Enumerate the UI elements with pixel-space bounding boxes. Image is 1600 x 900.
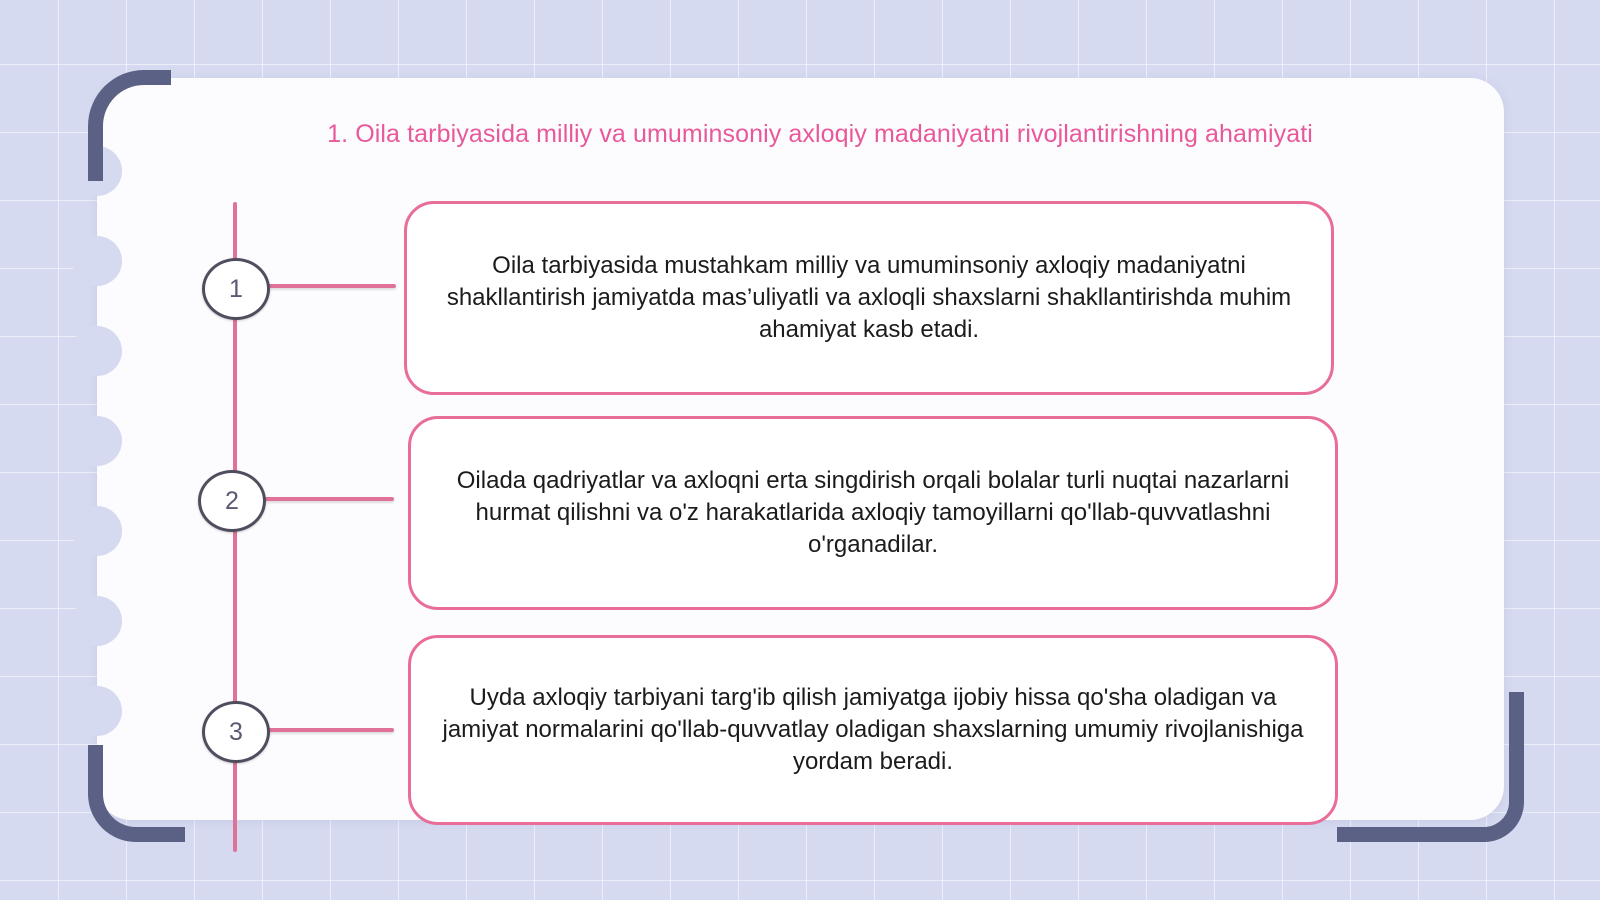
step-number-2: 2 [198,470,266,532]
step-text-3: Uyda axloqiy tarbiyani targ'ib qilish jamiyatga ijobiy hissa qo'sha oladigan va jamiyat normalarini qo'llab-quvvatlay oladigan shaxslarning umumiy rivojlanishiga yordam beradi. [442,684,1304,775]
notebook-scallop [72,506,122,556]
step-number-1: 1 [202,258,270,320]
notebook-scallop [72,326,122,376]
step-text-1: Oila tarbiyasida mustahkam milliy va umuminsoniy axloqiy madaniyatni shakllantirish jamiyatda mas’uliyatli va axloqli shaxslarni shakllantirishda muhim ahamiyat kasb etadi. [446,252,1292,343]
step-number-3: 3 [202,701,270,763]
timeline-connector-2 [264,497,394,501]
notebook-scallop [72,416,122,466]
slide-title: 1. Oila tarbiyasida milliy va umuminsoniy axloqiy madaniyatni rivojlantirishning ahamiyati [327,120,1313,148]
notebook-scallop [72,236,122,286]
timeline-connector-3 [268,728,394,732]
step-card-2 [408,416,1338,610]
corner-bracket-bottom-right [1337,692,1524,842]
step-card-3 [408,635,1338,825]
timeline-connector-1 [268,284,396,288]
notebook-scallop [72,596,122,646]
step-text-2: Oilada qadriyatlar va axloqni erta singdirish orqali bolalar turli nuqtai nazarlarni hurmat qilishni va o'z harakatlarida axloqiy tamoyillarni qo'llab-quvvatlashni o'rganadilar. [456,467,1290,558]
corner-bracket-bottom-left [88,745,185,842]
notebook-scallop [72,686,122,736]
step-card-1 [404,201,1334,395]
